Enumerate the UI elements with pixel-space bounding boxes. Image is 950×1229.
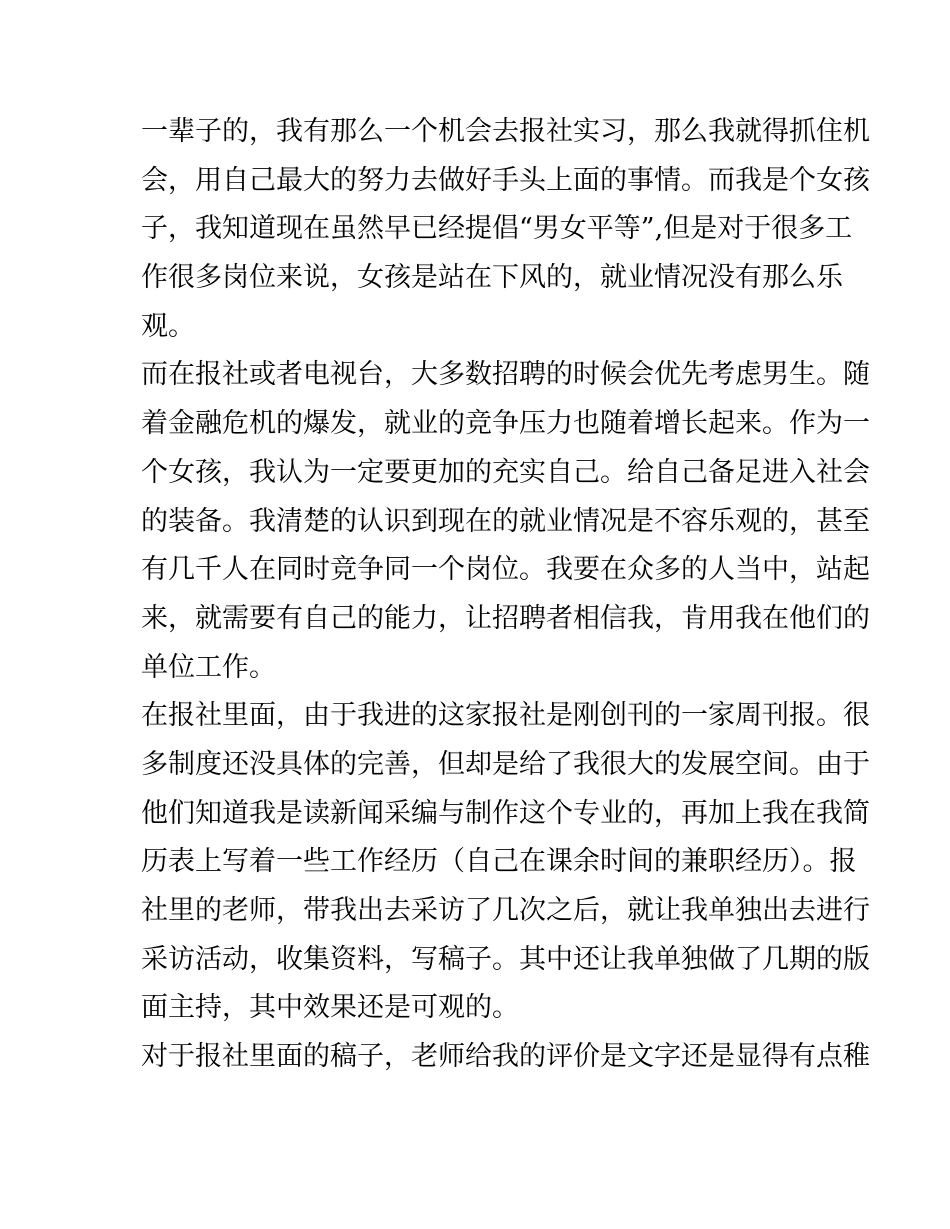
text-line: 采访活动，收集资料，写稿子。其中还让我单独做了几期的版 [141,943,870,975]
text-line: 个女孩，我认为一定要更加的充实自己。给自己备足进入社会 [141,456,870,488]
text-line: 而在报社或者电视台，大多数招聘的时候会优先考虑男生。随 [141,359,870,391]
text-line: 历表上写着一些工作经历（自己在课余时间的兼职经历）。报 [141,846,857,878]
text-line: 子，我知道现在虽然早已经提倡“男女平等”,但是对于很多工 [141,213,853,245]
text-line: 在报社里面，由于我进的这家报社是刚创刊的一家周刊报。很 [141,700,870,732]
text-line: 他们知道我是读新闻采编与制作这个专业的，再加上我在我简 [141,797,870,829]
text-line: 多制度还没具体的完善，但却是给了我很大的发展空间。由于 [141,748,870,780]
text-line: 面主持，其中效果还是可观的。 [141,992,519,1024]
text-line: 的装备。我清楚的认识到现在的就业情况是不容乐观的，甚至 [141,505,870,537]
text-line: 社里的老师，带我出去采访了几次之后，就让我单独出去进行 [141,895,870,926]
text-line: 单位工作。 [141,651,276,683]
text-line: 有几千人在同时竞争同一个岗位。我要在众多的人当中，站起 [141,554,870,586]
text-line: 作很多岗位来说，女孩是站在下风的，就业情况没有那么乐 [141,262,843,294]
body-text [141,108,870,1082]
text-line: 一辈子的，我有那么一个机会去报社实习，那么我就得抓住机 [141,116,870,147]
text-line: 观。 [141,310,195,342]
text-line: 着金融危机的爆发，就业的竞争压力也随着增长起来。作为一 [141,408,870,440]
text-line: 来，就需要有自己的能力，让招聘者相信我，肯用我在他们的 [141,602,870,634]
text-line: 会，用自己最大的努力去做好手头上面的事情。而我是个女孩 [141,164,870,196]
text-line: 对于报社里面的稿子，老师给我的评价是文字还是显得有点稚 [141,1041,870,1073]
